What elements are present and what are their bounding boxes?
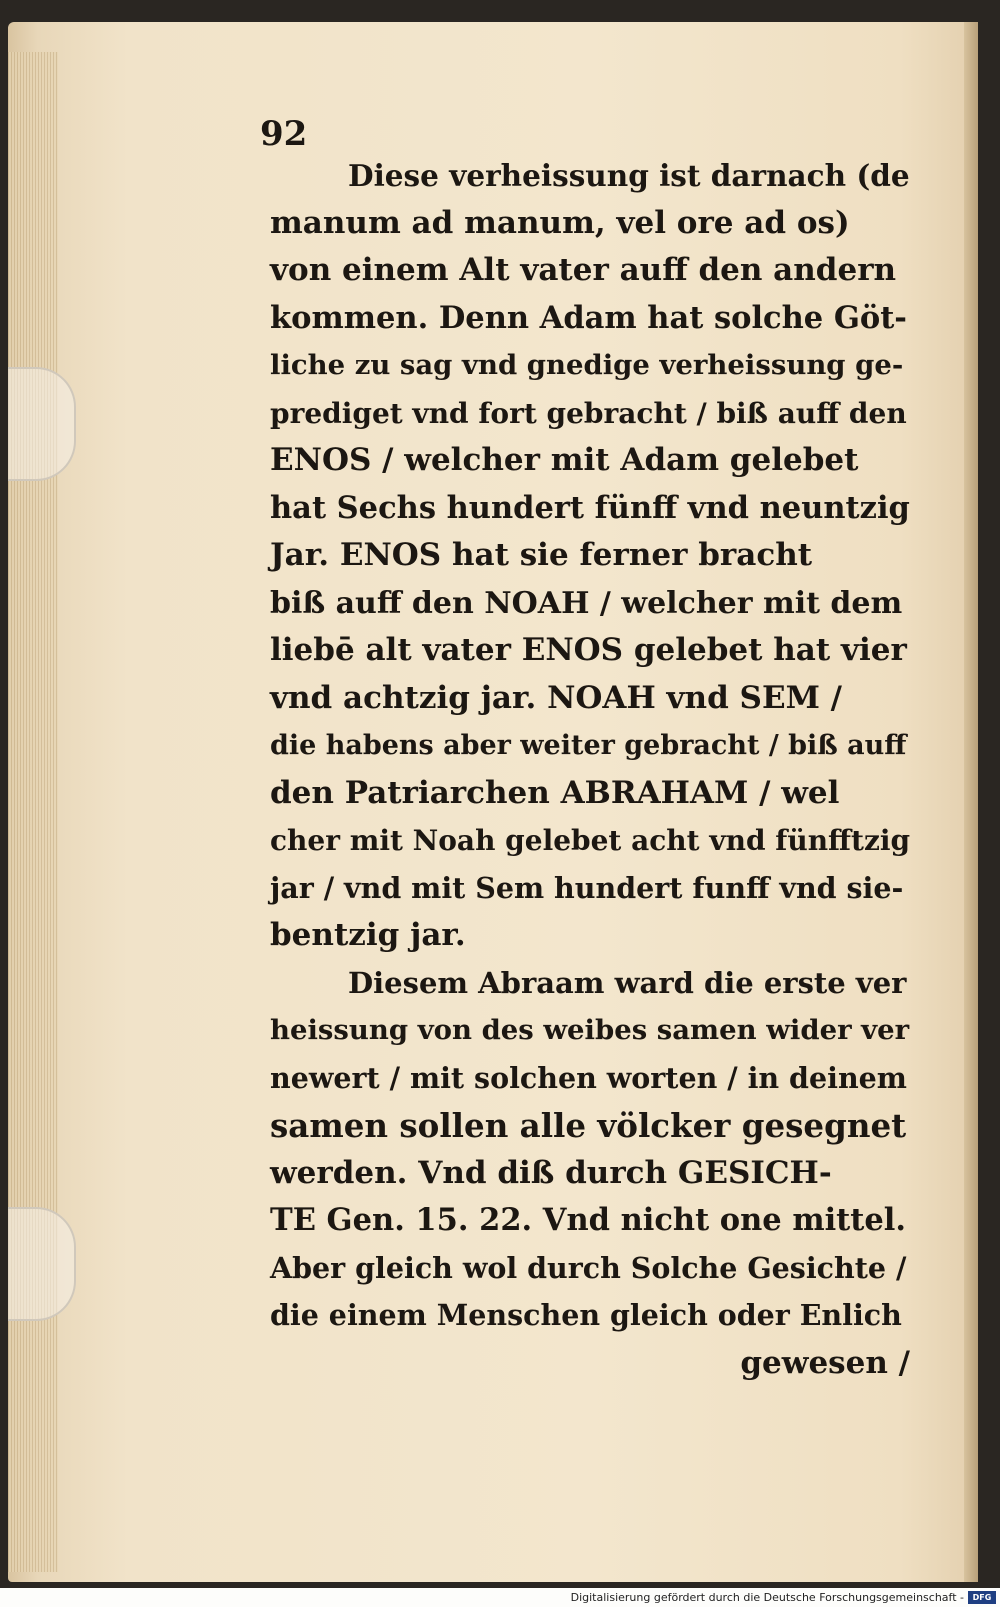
page-number: 92: [260, 114, 308, 154]
text-line: Aber gleich wol durch Solche Gesichte /: [270, 1250, 907, 1285]
text-line: werden. Vnd diß durch GESICH-: [270, 1154, 832, 1191]
clip-tab-top: [8, 367, 76, 481]
text-line: die einem Menschen gleich oder Enlich: [270, 1298, 902, 1332]
page-edges: [8, 52, 58, 1572]
text-line: Diese verheissung ist darnach (de: [348, 158, 910, 193]
page-right-edge: [964, 22, 978, 1582]
text-line: ENOS / welcher mit Adam gelebet: [270, 442, 859, 478]
dfg-logo: DFG: [968, 1591, 996, 1604]
text-line: vnd achtzig jar. NOAH vnd SEM /: [270, 679, 843, 716]
text-line: liche zu sag vnd gnedige verheissung ge-: [270, 349, 904, 381]
clip-tab-bottom: [8, 1207, 76, 1321]
text-line: bentzig jar.: [270, 917, 466, 953]
footer-credit: Digitalisierung gefördert durch die Deutsche Forschungsgemeinschaft -: [570, 1591, 964, 1604]
text-line: die habens aber weiter gebracht / biß auff: [270, 730, 907, 761]
text-line: manum ad manum, vel ore ad os): [270, 204, 850, 241]
text-line: kommen. Denn Adam hat solche Göt-: [270, 299, 907, 336]
book-page: [8, 22, 978, 1582]
text-line: Jar. ENOS hat sie ferner bracht: [270, 537, 813, 573]
text-line: cher mit Noah gelebet acht vnd fünfftzig: [270, 824, 911, 857]
body-text: [270, 152, 910, 1387]
text-line: TE Gen. 15. 22. Vnd nicht one mittel.: [270, 1202, 906, 1238]
text-line: newert / mit solchen worten / in deinem: [270, 1060, 907, 1095]
text-line: prediget vnd fort gebracht / biß auff den: [270, 396, 907, 430]
text-line: biß auff den NOAH / welcher mit dem: [270, 585, 903, 621]
text-line: samen sollen alle völcker gesegnet: [270, 1106, 907, 1145]
text-line: hat Sechs hundert fünff vnd neuntzig: [270, 489, 910, 526]
text-line: heissung von des weibes samen wider ver: [270, 1014, 910, 1046]
text-line: den Patriarchen ABRAHAM / wel: [270, 774, 840, 811]
digitization-footer: [0, 1588, 1000, 1607]
text-line: liebē alt vater ENOS gelebet hat vier: [270, 632, 907, 668]
text-line: jar / vnd mit Sem hundert funff vnd sie-: [270, 870, 904, 905]
text-line: von einem Alt vater auff den andern: [270, 252, 897, 288]
catchword: gewesen /: [740, 1344, 910, 1381]
text-line: Diesem Abraam ward die erste ver: [348, 965, 907, 1000]
